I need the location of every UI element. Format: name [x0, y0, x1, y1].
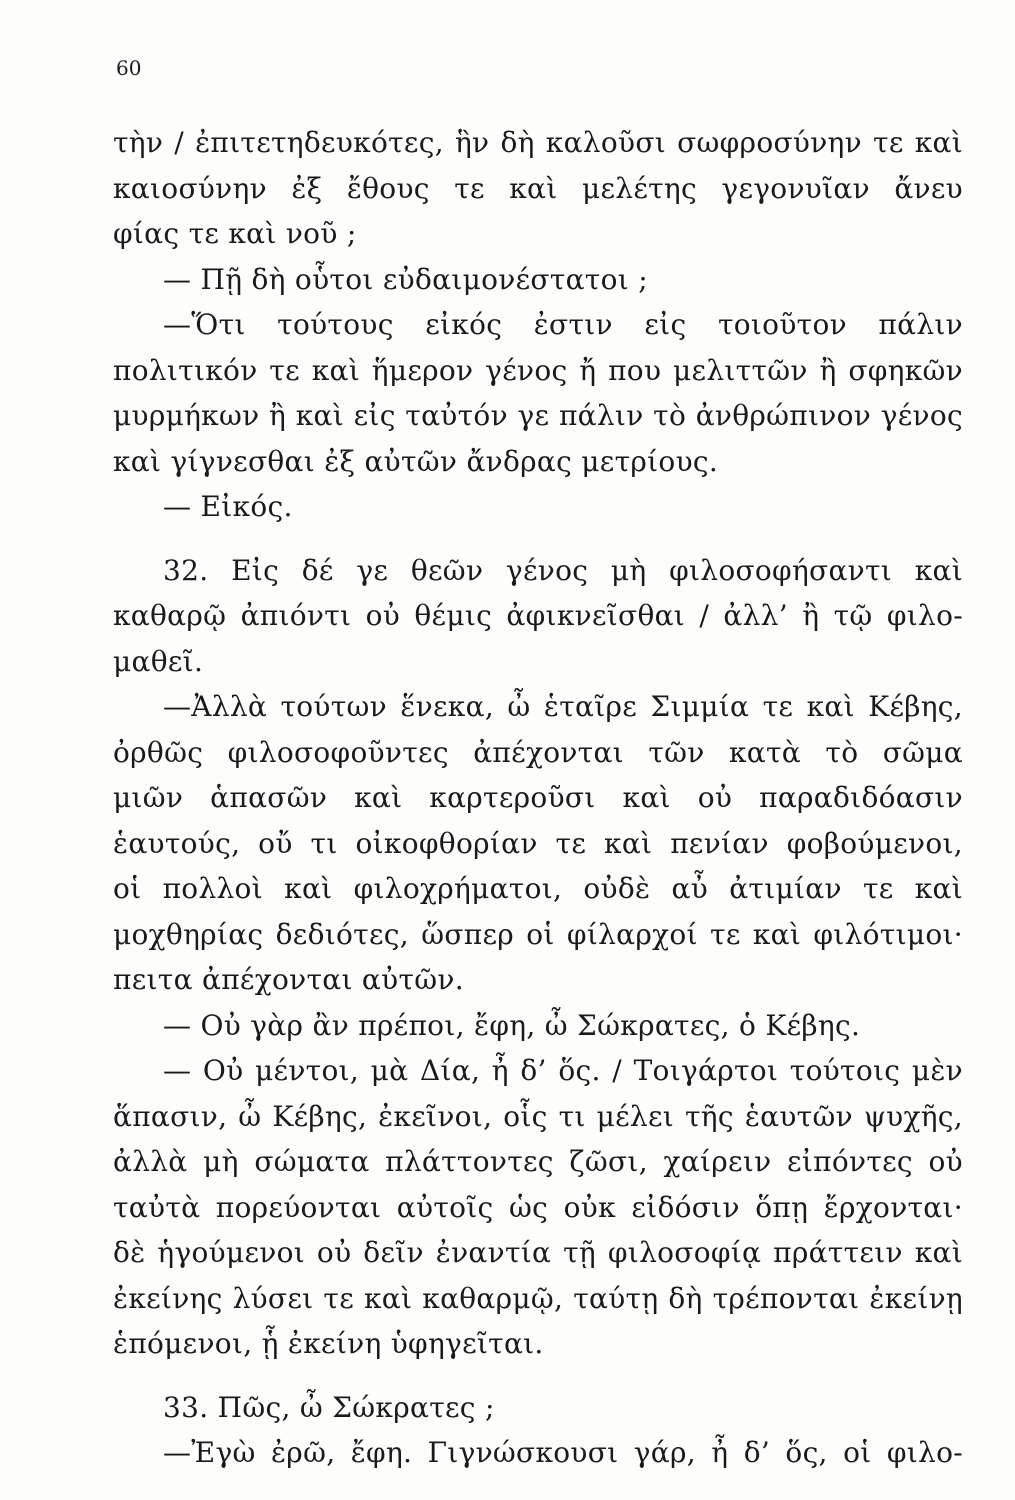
text-line [113, 684, 963, 730]
text-line [113, 639, 963, 685]
line-text: φίας τε καὶ νοῦ ; [113, 217, 357, 250]
text-line [113, 1321, 963, 1367]
text-line [113, 1139, 963, 1185]
text-line [113, 1385, 963, 1431]
line-text: ἅπασιν, ὦ Κέβης, ἐκεῖνοι, οἷς τι μέλει τῆς ἑαυτῶν ψυχῆς, [113, 1099, 963, 1133]
line-text: ἀλλὰ μὴ σώματα πλάττοντες ζῶσι, χαίρειν εἰπόντες οὐ [113, 1145, 963, 1178]
line-text: — Πῇ δὴ οὗτοι εὐδαιμονέστατοι ; [163, 262, 648, 296]
text-line [113, 866, 963, 912]
greek-text-body [113, 120, 963, 1476]
text-line [113, 393, 963, 439]
line-text: —Ἀλλὰ τούτων ἕνεκα, ὦ ἑταῖρε Σιμμία τε καὶ Κέβης, [163, 690, 963, 723]
line-text: καὶ γίγνεσθαι ἐξ αὐτῶν ἄνδρας μετρίους. [113, 444, 719, 478]
line-text: πολιτικόν τε καὶ ἥμερον γένος ἤ που μελιττῶν ἢ σφηκῶν [113, 353, 963, 387]
text-line [113, 302, 963, 348]
line-text: — Οὐ μέντοι, μὰ Δία, ἦ δ’ ὅς. / Τοιγάρτοι τούτοις μὲν [163, 1054, 963, 1087]
text-line [113, 166, 963, 212]
line-text: —Ἐγὼ ἐρῶ, ἔφη. Γιγνώσκουσι γάρ, ἦ δ’ ὅς, οἱ φιλο- [163, 1436, 963, 1469]
text-line [113, 821, 963, 867]
text-line [113, 348, 963, 394]
text-line [113, 1430, 963, 1476]
text-line [113, 730, 963, 776]
text-line [113, 1230, 963, 1276]
line-text: —Ὅτι τούτους εἰκός ἐστιν εἰς τοιοῦτον πάλιν [163, 308, 963, 341]
text-line [113, 1048, 963, 1094]
line-text: οἱ πολλοὶ καὶ φιλοχρήματοι, οὐδὲ αὖ ἀτιμίαν τε καὶ [113, 872, 963, 905]
line-text: ἐκείνης λύσει τε καὶ καθαρμῷ, ταύτῃ δὴ τρέπονται ἐκείνῃ [113, 1281, 963, 1315]
line-text: — Εἰκός. [163, 490, 293, 523]
text-line [113, 211, 963, 257]
text-line [113, 484, 963, 530]
line-text: δὲ ἡγούμενοι οὐ δεῖν ἐναντία τῇ φιλοσοφίᾳ πράττειν καὶ [113, 1236, 963, 1269]
line-text: καιοσύνην ἐξ ἔθους τε καὶ μελέτης γεγονυῖαν ἄνευ [113, 171, 963, 205]
line-text: — Οὐ γὰρ ἂν πρέποι, ἔφη, ὦ Σώκρατες, ὁ Κέβης. [163, 1008, 861, 1042]
line-text: μιῶν ἁπασῶν καὶ καρτεροῦσι καὶ οὐ παραδιδόασιν [113, 781, 963, 814]
page-number: 60 [116, 56, 142, 80]
line-text: 33. Πῶς, ὦ Σώκρατες ; [163, 1390, 495, 1424]
text-line [113, 775, 963, 821]
text-line [113, 912, 963, 958]
text-line [113, 593, 963, 639]
text-line [113, 120, 963, 166]
line-text: 32. Εἰς δέ γε θεῶν γένος μὴ φιλοσοφήσαντι καὶ [163, 553, 963, 587]
line-text: πειτα ἀπέχονται αὐτῶν. [113, 963, 464, 996]
text-line [113, 1276, 963, 1322]
line-text: ἑαυτούς, οὔ τι οἰκοφθορίαν τε καὶ πενίαν φοβούμενοι, [113, 826, 963, 860]
text-line [113, 957, 963, 1003]
line-text: τὴν / ἐπιτετηδευκότες, ἣν δὴ καλοῦσι σωφροσύνην τε καὶ [113, 126, 963, 159]
line-text: μοχθηρίας δεδιότες, ὥσπερ οἱ φίλαρχοί τε καὶ φιλότιμοι· [113, 917, 963, 951]
text-line [113, 1094, 963, 1140]
line-text: μαθεῖ. [113, 644, 204, 678]
line-text: μυρμήκων ἢ καὶ εἰς ταὐτόν γε πάλιν τὸ ἀνθρώπινον γένος [113, 399, 963, 432]
text-line [113, 439, 963, 485]
line-text: ταὐτὰ πορεύονται αὐτοῖς ὡς οὐκ εἰδόσιν ὅπῃ ἔρχονται· [113, 1190, 963, 1224]
text-line [113, 1003, 963, 1049]
line-text: ὀρθῶς φιλοσοφοῦντες ἀπέχονται τῶν κατὰ τὸ σῶμα [113, 735, 963, 769]
text-line [113, 548, 963, 594]
line-text: καθαρῷ ἀπιόντι οὐ θέμις ἀφικνεῖσθαι / ἀλλ’ ἢ τῷ φιλο- [113, 599, 963, 632]
line-text: ἑπόμενοι, ᾗ ἐκείνη ὑφηγεῖται. [113, 1327, 544, 1360]
text-line [113, 257, 963, 303]
text-line [113, 1185, 963, 1231]
